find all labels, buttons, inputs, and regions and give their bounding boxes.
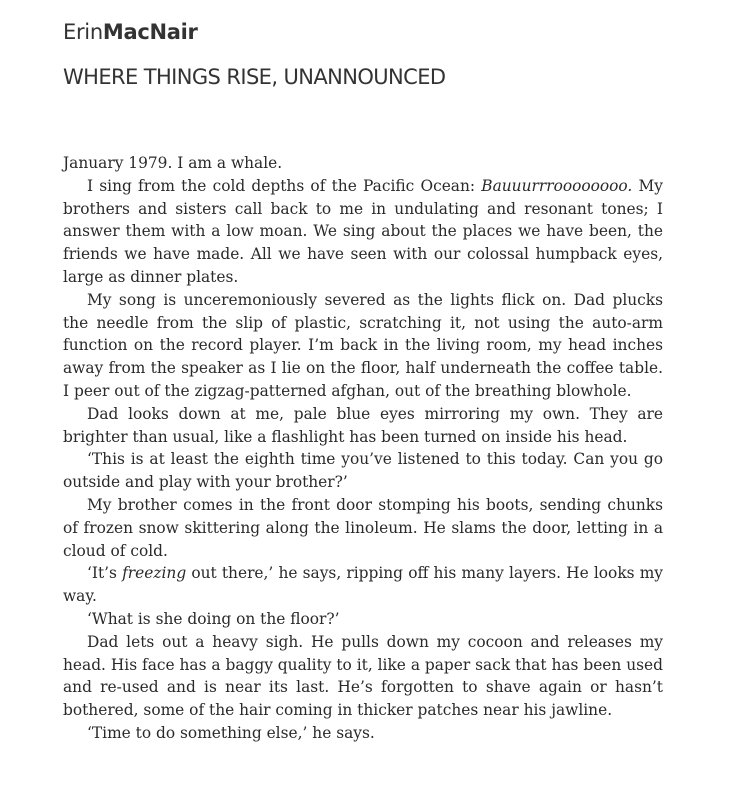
paragraph-text: out there,’ he says, ripping off his many layers. He looks my way. xyxy=(63,564,663,606)
paragraph: January 1979. I am a whale. xyxy=(63,154,283,172)
emphasis-italic: freezing xyxy=(122,564,187,583)
author-first-name: Erin xyxy=(63,20,103,44)
paragraph xyxy=(63,175,663,289)
story-body xyxy=(63,152,663,745)
author-name xyxy=(63,18,198,46)
paragraph: Dad lets out a heavy sigh. He pulls down my cocoon and releases my head. His face has a baggy quality to it, like a paper sack that has been used and re-used and is near its last. He’s forgotten to shave again or hasn’t bothered, some of the hair coming in thicker patches near his jawline. xyxy=(63,632,663,720)
paragraph: Dad looks down at me, pale blue eyes mirroring my own. They are brighter than usual, like a flashlight has been turned on inside his head. xyxy=(63,404,663,446)
paragraph: My song is unceremoniously severed as the lights flick on. Dad plucks the needle from the slip of plastic, scratching it, not using the auto-arm function on the record player. I’m back in the living room, my head inches away from the speaker as I lie on the floor, half underneath the coffee table. I peer out of the zigzag-patterned afghan, out of the breathing blowhole. xyxy=(63,290,663,400)
author-last-name: MacNair xyxy=(102,20,198,44)
story-title: WHERE THINGS RISE, UNANNOUNCED xyxy=(63,65,446,89)
paragraph xyxy=(63,562,663,608)
paragraph: ‘What is she doing on the floor?’ xyxy=(87,609,340,628)
paragraph-text: My brothers and sisters call back to me in undulating and resonant tones; I answer them with a low moan. We sing about the places we have been, the friends we have made. All we have seen with our colossal humpback eyes, large as dinner plates. xyxy=(63,176,663,286)
paragraph-text: ‘It’s xyxy=(87,564,123,583)
paragraph-text: I sing from the cold depths of the Pacific Ocean: xyxy=(87,176,482,195)
paragraph: ‘This is at least the eighth time you’ve listened to this today. Can you go outside and play with your brother?’ xyxy=(63,450,663,492)
paragraph: ‘Time to do something else,’ he says. xyxy=(87,723,375,742)
paragraph: My brother comes in the front door stomping his boots, sending chunks of frozen snow skittering along the linoleum. He slams the door, letting in a cloud of cold. xyxy=(63,495,663,560)
whale-song-italic: Bauuurrroooooooo. xyxy=(481,176,633,195)
